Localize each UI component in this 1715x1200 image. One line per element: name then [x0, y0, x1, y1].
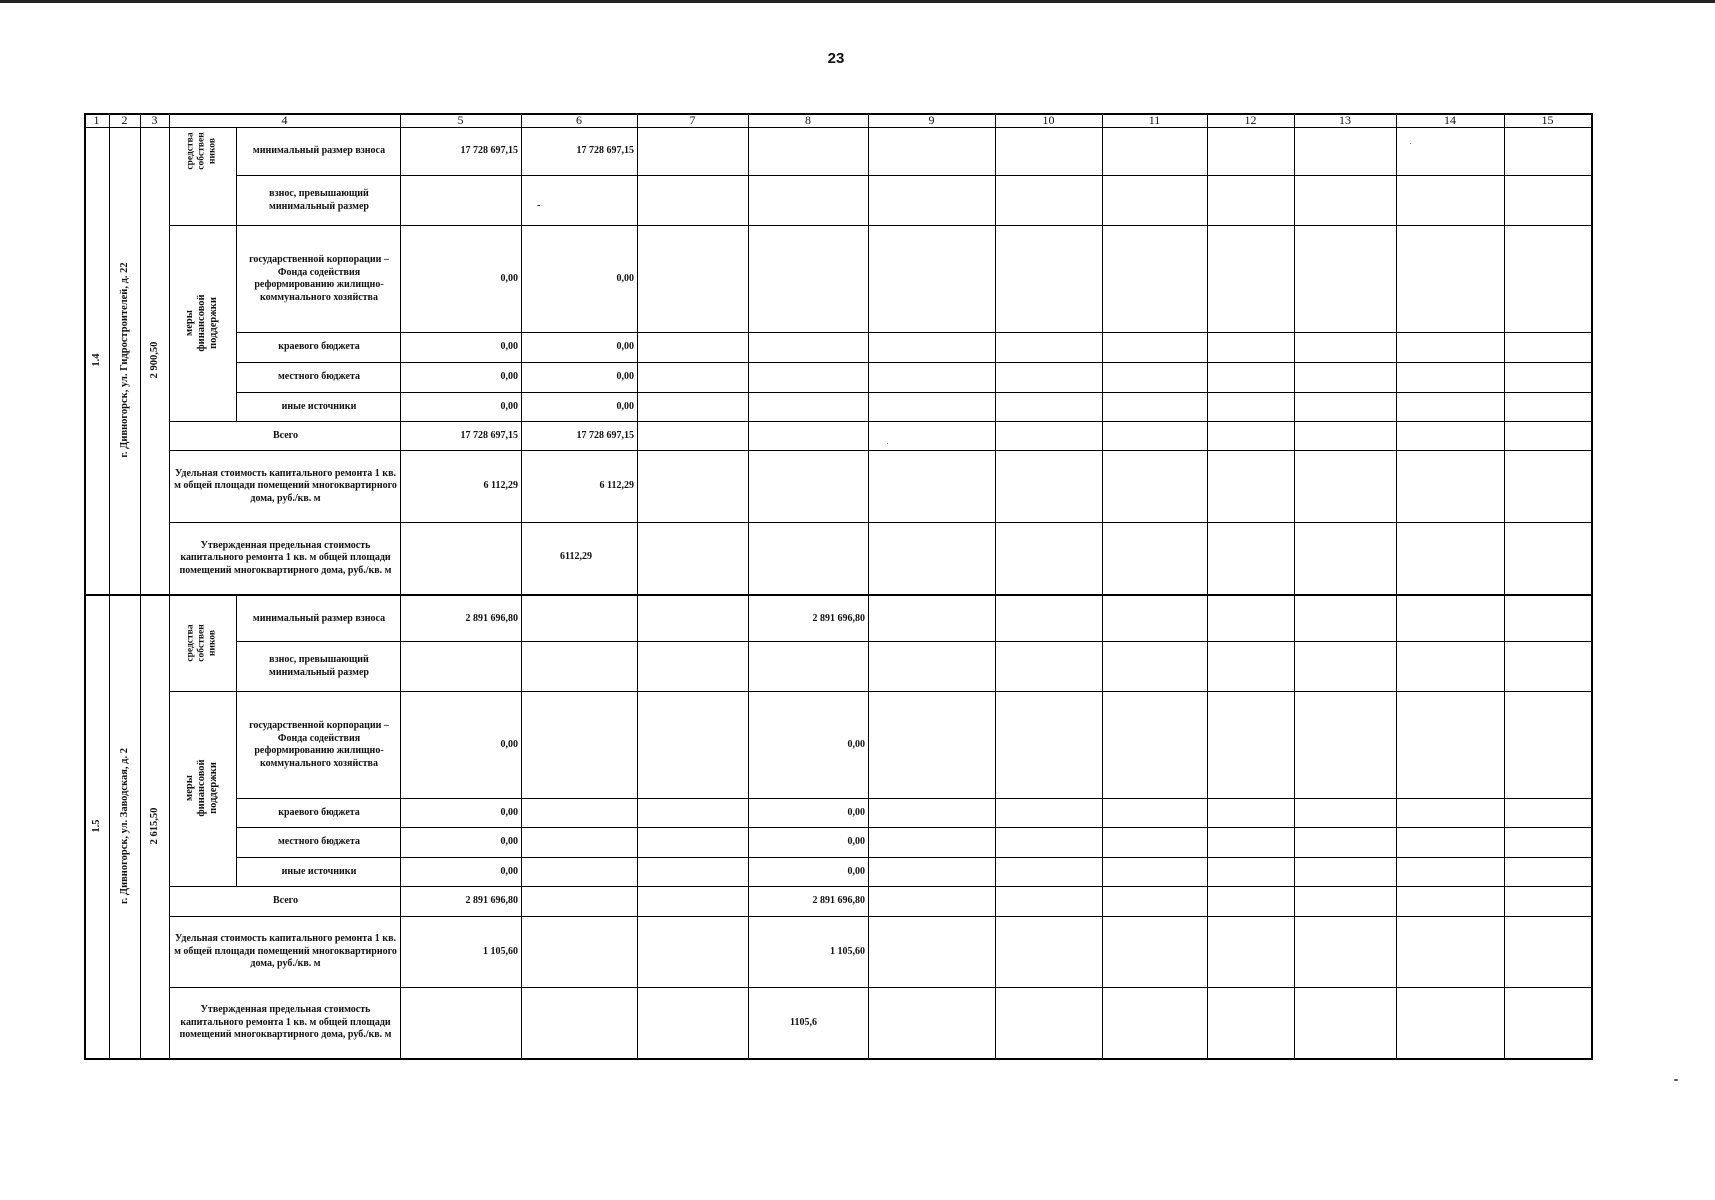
value-cell: 0,00	[616, 341, 634, 353]
col-line	[169, 113, 170, 1060]
support-measures-label: меры финансовой поддержки	[183, 759, 220, 817]
regional-budget-label: краевого бюджета	[278, 806, 360, 818]
value-cell: 17 728 697,15	[460, 429, 518, 441]
scan-speck	[887, 443, 888, 444]
header-cell: 15	[1541, 113, 1554, 127]
table-border-right	[1591, 113, 1593, 1060]
header-cell: 9	[928, 113, 935, 127]
value-cell: 2 891 696,80	[812, 895, 865, 907]
value-cell: 17 728 697,15	[460, 145, 518, 157]
value-cell: 0,00	[500, 836, 518, 848]
regional-budget-label: краевого бюджета	[278, 341, 360, 353]
header-cell: 8	[805, 113, 811, 127]
header-cell: 3	[151, 113, 158, 127]
approved-cost-label: Утвержденная предельная стоимость капитального ремонта 1 кв. м общей площади помещений многоквартирного дома, руб./кв. м	[179, 539, 392, 576]
state-corp-label: государственной корпорации – Фонда содействия реформированию жилищно-коммунального хозяйства	[249, 720, 389, 769]
row-number: 1.4	[90, 353, 102, 367]
value-cell: 0,00	[847, 836, 865, 848]
header-cell: 4	[281, 113, 288, 127]
total-label: Всего	[273, 895, 298, 907]
header-cell: 11	[1148, 113, 1161, 127]
min-contribution-label: минимальный размер взноса	[252, 612, 386, 624]
support-measures-label: меры финансовой поддержки	[183, 294, 220, 352]
total-area: 2 900,50	[148, 341, 160, 379]
value-cell: 1105,6	[790, 1017, 817, 1028]
owners-funds-label: средства собствен ников	[185, 132, 218, 170]
header-cell: 6	[576, 113, 582, 127]
col-line	[236, 596, 237, 886]
other-sources-label: иные источники	[281, 400, 357, 412]
value-cell: -	[537, 200, 541, 211]
header-cell: 7	[689, 113, 696, 127]
min-contribution-label: минимальный размер взноса	[252, 145, 386, 157]
col-line	[236, 127, 237, 421]
col-line	[1396, 113, 1397, 1060]
col-line	[868, 113, 869, 1060]
value-cell: 2 891 696,80	[812, 612, 865, 624]
value-cell: 6 112,29	[483, 480, 518, 492]
header-cell: 5	[457, 113, 464, 127]
scan-speck	[1410, 143, 1411, 144]
value-cell: 17 728 697,15	[576, 429, 634, 441]
header-cell: 1	[93, 113, 100, 127]
col-line	[637, 113, 638, 1060]
over-min-label: взнос, превышающий минимальный размер	[269, 188, 369, 212]
value-cell: 0,00	[500, 806, 518, 818]
row-line	[236, 175, 1593, 176]
row-number: 1.5	[90, 819, 102, 833]
value-cell: 0,00	[500, 738, 518, 750]
total-label: Всего	[273, 429, 298, 441]
over-min-label: взнос, превышающий минимальный размер	[269, 654, 369, 678]
value-cell: 0,00	[616, 371, 634, 383]
col-line	[109, 113, 110, 1060]
header-cell: 10	[1042, 113, 1055, 127]
col-line	[1294, 113, 1295, 1060]
col-line	[1102, 113, 1103, 1060]
block-separator	[84, 594, 1593, 596]
value-cell: 0,00	[500, 400, 518, 412]
other-sources-label: иные источники	[281, 865, 357, 877]
value-cell: 0,00	[500, 272, 518, 284]
header-cell: 12	[1244, 113, 1257, 127]
value-cell: 0,00	[847, 806, 865, 818]
approved-cost-label: Утвержденная предельная стоимость капитального ремонта 1 кв. м общей площади помещений многоквартирного дома, руб./кв. м	[179, 1004, 392, 1041]
value-cell: 0,00	[616, 400, 634, 412]
value-cell: 2 891 696,80	[465, 895, 518, 907]
address: г. Дивногорск, ул. Заводская, д. 2	[118, 748, 130, 904]
local-budget-label: местного бюджета	[278, 371, 360, 383]
value-cell: 1 105,60	[483, 945, 518, 957]
header-cell: 2	[121, 113, 128, 127]
value-cell: 0,00	[847, 738, 865, 750]
value-cell: 0,00	[500, 865, 518, 877]
total-area: 2 615,50	[148, 807, 160, 845]
value-cell: 6112,29	[560, 551, 592, 562]
col-line	[140, 113, 141, 1060]
col-line	[995, 113, 996, 1060]
header-cell: 13	[1339, 113, 1351, 127]
value-cell: 0,00	[500, 371, 518, 383]
col-line	[1504, 113, 1505, 1060]
value-cell: 17 728 697,15	[576, 145, 634, 157]
owners-funds-label: средства собствен ников	[185, 624, 218, 662]
table-border-bottom	[84, 1058, 1593, 1060]
value-cell: 6 112,29	[599, 480, 634, 492]
unit-cost-label: Удельная стоимость капитального ремонта 1 кв. м общей площади помещений многоквартирного дома, руб./кв. м	[174, 933, 397, 970]
table-border-left	[84, 113, 86, 1060]
value-cell: 0,00	[847, 865, 865, 877]
value-cell: 0,00	[616, 272, 634, 284]
value-cell: 2 891 696,80	[465, 612, 518, 624]
row-line	[236, 641, 1593, 642]
address: г. Дивногорск, ул. Гидростроителей, д. 22	[118, 262, 130, 458]
header-cell: 14	[1444, 113, 1456, 127]
local-budget-label: местного бюджета	[278, 836, 360, 848]
value-cell: 0,00	[500, 341, 518, 353]
value-cell: 1 105,60	[830, 945, 865, 957]
col-line	[1207, 113, 1208, 1060]
page-number: 23	[827, 50, 845, 67]
page-top-border	[0, 0, 1715, 3]
unit-cost-label: Удельная стоимость капитального ремонта 1 кв. м общей площади помещений многоквартирного дома, руб./кв. м	[174, 467, 397, 504]
state-corp-label: государственной корпорации – Фонда содействия реформированию жилищно-коммунального хозяйства	[249, 254, 389, 303]
scan-speck	[1674, 1079, 1678, 1081]
